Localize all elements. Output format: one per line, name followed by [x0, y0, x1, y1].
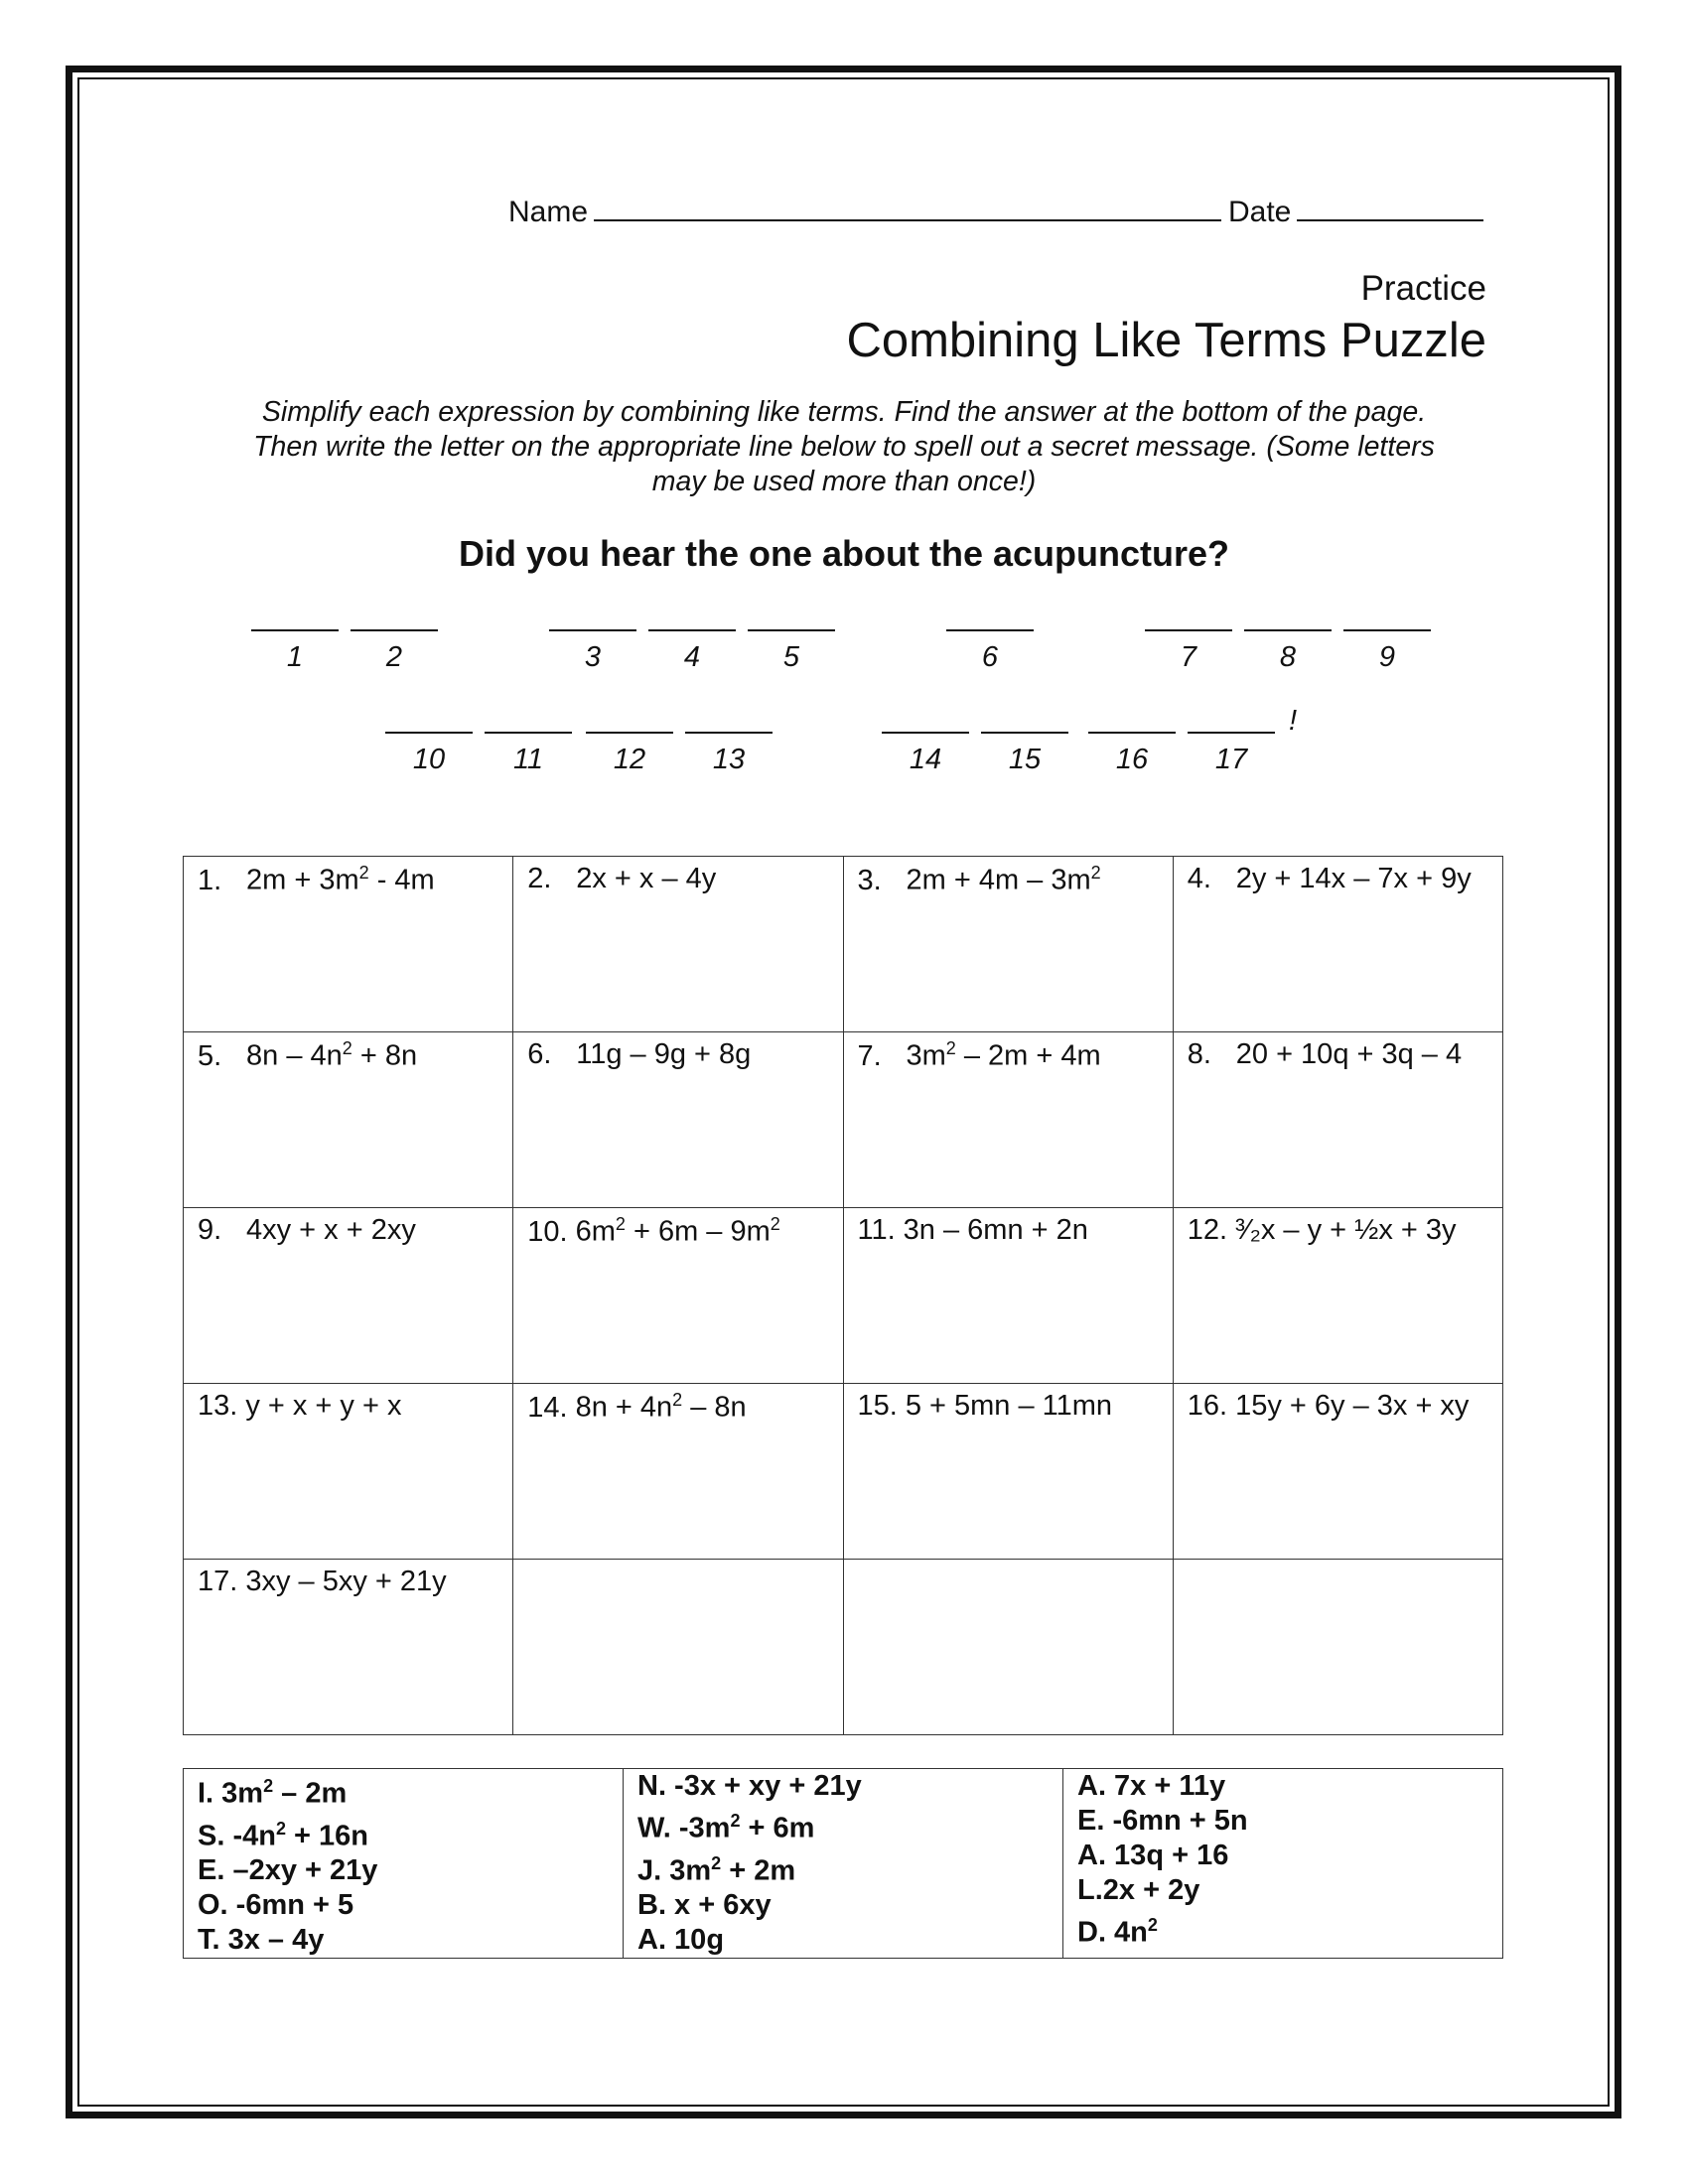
expression-text: – 2m [273, 1777, 348, 1810]
problem-number: 5. [198, 1039, 222, 1072]
expression-text: N. -3x + xy + 21y [637, 1770, 862, 1802]
page-title: Combining Like Terms Puzzle [846, 314, 1486, 367]
expression-text: + 6m [740, 1812, 815, 1844]
answer-column [624, 1769, 1063, 1959]
expression-text: 8n – 4n [246, 1039, 343, 1072]
problem-number: 15. [857, 1390, 898, 1422]
expression-text: O. -6mn + 5 [198, 1889, 354, 1922]
expression-text: 11g – 9g + 8g [576, 1038, 752, 1070]
answer-choice [637, 1769, 1049, 1804]
problem-number: 9. [198, 1214, 222, 1246]
letter-blank-number: 17 [1214, 744, 1248, 775]
problem-number: 1. [198, 864, 222, 896]
problem-cell[interactable] [843, 857, 1173, 1032]
expression-text: J. 3m [637, 1854, 712, 1887]
problem-number: 10. [527, 1215, 568, 1248]
letter-blank-number: 8 [1279, 641, 1297, 673]
problem-cell[interactable] [513, 1208, 843, 1384]
expression-text: 3xy – 5xy + 21y [245, 1566, 447, 1597]
expression-text: – 2m + 4m [955, 1039, 1101, 1072]
exclamation-mark: ! [1289, 705, 1298, 737]
answer-choice [198, 1812, 609, 1854]
letter-blank-number: 15 [1008, 744, 1042, 775]
date-label: Date [1228, 196, 1292, 228]
letter-blank-line[interactable] [1188, 732, 1275, 734]
problem-cell[interactable] [843, 1032, 1173, 1208]
answer-choice [198, 1923, 609, 1958]
letter-blank-line[interactable] [586, 732, 673, 734]
letter-blank-line[interactable] [946, 629, 1034, 631]
problem-number: 16. [1187, 1390, 1228, 1422]
problem-cell[interactable] [513, 857, 843, 1032]
letter-blank-number: 12 [613, 744, 646, 775]
letter-blank-number: 6 [981, 641, 999, 673]
exponent: 2 [358, 863, 369, 883]
problem-cell[interactable] [1173, 1560, 1502, 1735]
exponent: 2 [1090, 863, 1101, 883]
letter-blank-number: 11 [512, 744, 544, 775]
problem-row [184, 857, 1503, 1032]
problem-number: 13. [198, 1390, 238, 1422]
letter-blank-line[interactable] [1343, 629, 1431, 631]
expression-text: 5 + 5mn – 11mn [905, 1390, 1113, 1422]
answer-bank [183, 1768, 1503, 1959]
exponent: 2 [263, 1776, 274, 1796]
problem-number: 6. [527, 1038, 552, 1070]
expression-text: + 8n [352, 1039, 418, 1072]
name-field[interactable] [508, 196, 1221, 229]
exponent: 2 [672, 1390, 683, 1410]
problem-number: 7. [857, 1039, 882, 1072]
problem-cell[interactable] [1173, 857, 1502, 1032]
letter-blank-number: 7 [1180, 641, 1197, 673]
instructions-line-1: Simplify each expression by combining like terms. Find the answer at the bottom of the page. [261, 396, 1427, 428]
expression-text: 6m [575, 1215, 616, 1248]
instructions-line-3: may be used more than once!) [651, 466, 1037, 497]
answer-choice [198, 1888, 609, 1923]
expression-text: E. –2xy + 21y [198, 1854, 378, 1887]
letter-blank-number: 16 [1115, 744, 1149, 775]
letter-blank-number: 14 [909, 744, 942, 775]
expression-text: + 2m [721, 1854, 796, 1887]
expression-text: A. 7x + 11y [1077, 1770, 1226, 1802]
problem-cell[interactable] [184, 1208, 513, 1384]
expression-text: ³⁄₂x – y + ½x + 3y [1235, 1214, 1457, 1246]
answer-choice [637, 1888, 1049, 1923]
expression-text: 2y + 14x – 7x + 9y [1235, 863, 1472, 894]
letter-blank-number: 13 [712, 744, 746, 775]
name-blank-line[interactable] [594, 196, 1221, 221]
letter-blank-line[interactable] [748, 629, 835, 631]
problem-cell[interactable] [184, 857, 513, 1032]
letter-blank-number: 1 [286, 641, 304, 673]
problem-cell[interactable] [843, 1560, 1173, 1735]
exponent: 2 [615, 1214, 626, 1234]
problem-cell[interactable] [1173, 1384, 1502, 1560]
problem-grid [183, 856, 1503, 1735]
problem-cell[interactable] [184, 1560, 513, 1735]
problem-row [184, 1384, 1503, 1560]
expression-text: - 4m [368, 864, 435, 896]
answer-choice [637, 1923, 1049, 1958]
problem-number: 17. [198, 1566, 238, 1597]
exponent: 2 [730, 1811, 741, 1831]
answer-choice [1077, 1769, 1488, 1804]
expression-text: W. -3m [637, 1812, 731, 1844]
answer-choice [1077, 1873, 1488, 1908]
answer-choice [198, 1769, 609, 1812]
expression-text: – 8n [682, 1391, 747, 1424]
problem-number: 14. [527, 1391, 568, 1424]
problem-number: 2. [527, 863, 552, 894]
expression-text: + 16n [285, 1820, 369, 1852]
name-date-line [0, 196, 1688, 235]
letter-blank-number: 2 [385, 641, 403, 673]
expression-text: D. 4n [1077, 1916, 1148, 1949]
letter-blank-line[interactable] [485, 732, 572, 734]
name-label: Name [508, 196, 589, 228]
letter-blank-line[interactable] [351, 629, 438, 631]
problem-cell[interactable] [513, 1032, 843, 1208]
problem-number: 12. [1187, 1214, 1228, 1246]
letter-blank-number: 3 [584, 641, 602, 673]
problem-cell[interactable] [1173, 1032, 1502, 1208]
expression-text: 4xy + x + 2xy [246, 1214, 416, 1246]
expression-text: 8n + 4n [575, 1391, 673, 1424]
letter-blank-line[interactable] [981, 732, 1068, 734]
practice-label: Practice [1360, 269, 1486, 308]
expression-text: E. -6mn + 5n [1077, 1805, 1248, 1837]
exponent: 2 [770, 1214, 780, 1234]
problem-row [184, 1032, 1503, 1208]
expression-text: y + x + y + x [245, 1390, 402, 1422]
letter-blank-number: 10 [412, 744, 446, 775]
letter-blank-line[interactable] [1244, 629, 1332, 631]
problem-number: 11. [857, 1214, 896, 1246]
letter-blank-line[interactable] [1145, 629, 1232, 631]
expression-text: I. 3m [198, 1777, 264, 1810]
expression-text: L.2x + 2y [1077, 1874, 1200, 1906]
exponent: 2 [711, 1852, 722, 1873]
instructions [199, 395, 1489, 499]
expression-text: A. 10g [637, 1924, 725, 1957]
expression-text: T. 3x – 4y [198, 1924, 325, 1957]
exponent: 2 [1147, 1915, 1158, 1935]
expression-text: 15y + 6y – 3x + xy [1235, 1390, 1470, 1422]
letter-blank-line[interactable] [648, 629, 736, 631]
expression-text: 2x + x – 4y [576, 863, 717, 894]
problem-row [184, 1208, 1503, 1384]
expression-text: 2m + 4m – 3m [906, 864, 1091, 896]
exponent: 2 [342, 1038, 352, 1058]
problem-cell[interactable] [513, 1384, 843, 1560]
answer-choice [1077, 1839, 1488, 1873]
expression-text: 20 + 10q + 3q – 4 [1235, 1038, 1463, 1070]
problem-cell[interactable] [843, 1384, 1173, 1560]
problem-cell[interactable] [1173, 1208, 1502, 1384]
exponent: 2 [945, 1038, 956, 1058]
problem-number: 8. [1187, 1038, 1211, 1070]
letter-blank-number: 9 [1378, 641, 1396, 673]
problem-number: 4. [1187, 863, 1211, 894]
problem-cell[interactable] [184, 1032, 513, 1208]
date-field[interactable] [1228, 196, 1483, 229]
letter-blank-line[interactable] [685, 732, 773, 734]
expression-text: 3n – 6mn + 2n [903, 1214, 1088, 1246]
answer-choice [637, 1846, 1049, 1889]
letter-blank-line[interactable] [1088, 732, 1176, 734]
instructions-line-2: Then write the letter on the appropriate line below to spell out a secret message. (Some letters [253, 431, 1435, 463]
expression-text: 2m + 3m [246, 864, 359, 896]
expression-text: + 6m – 9m [625, 1215, 771, 1248]
letter-blank-number: 4 [683, 641, 701, 673]
letter-blank-line[interactable] [385, 732, 473, 734]
problem-number: 3. [857, 864, 882, 896]
expression-text: S. -4n [198, 1820, 276, 1852]
answer-column [1063, 1769, 1503, 1959]
expression-text: 3m [906, 1039, 946, 1072]
answer-column [184, 1769, 624, 1959]
expression-text: B. x + 6xy [637, 1889, 772, 1922]
answer-choice [1077, 1908, 1488, 1951]
date-blank-line[interactable] [1297, 196, 1483, 221]
answer-choice [637, 1804, 1049, 1846]
letter-blank-line[interactable] [882, 732, 969, 734]
problem-cell[interactable] [184, 1384, 513, 1560]
answer-choice [1077, 1804, 1488, 1839]
problem-cell[interactable] [513, 1560, 843, 1735]
exponent: 2 [275, 1818, 286, 1839]
letter-blank-number: 5 [782, 641, 800, 673]
problem-cell[interactable] [843, 1208, 1173, 1384]
riddle-question: Did you hear the one about the acupuncture? [458, 533, 1230, 574]
letter-blank-line[interactable] [251, 629, 339, 631]
answer-choice [198, 1853, 609, 1888]
expression-text: A. 13q + 16 [1077, 1840, 1229, 1871]
problem-row [184, 1560, 1503, 1735]
letter-blank-line[interactable] [549, 629, 636, 631]
